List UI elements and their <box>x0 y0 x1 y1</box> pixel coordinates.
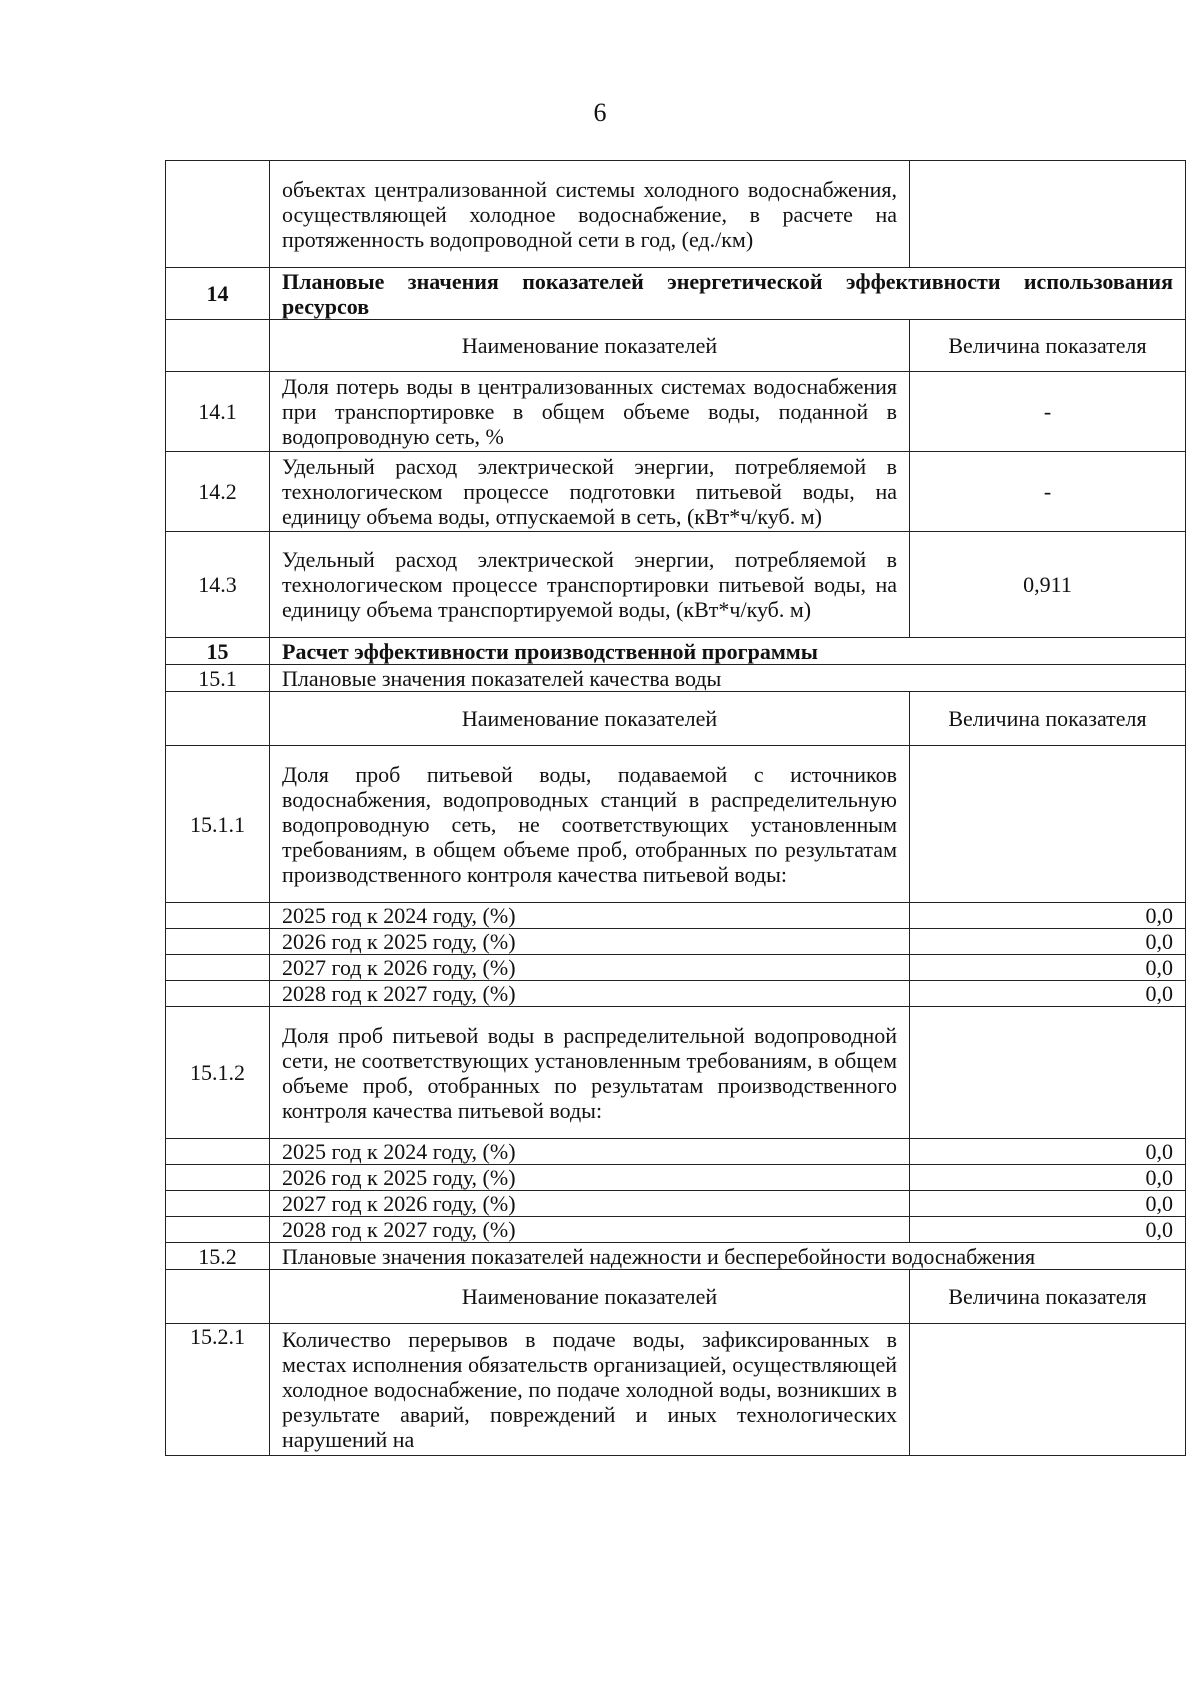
year-value: 0,0 <box>910 955 1186 981</box>
row-text: Удельный расход электрической энергии, потребляемой в технологическом процессе транспортировки питьевой воды, на единицу объема транспортируемой воды, (кВт*ч/куб. м) <box>270 532 910 638</box>
indicators-table <box>165 160 1186 1456</box>
year-value: 0,0 <box>910 903 1186 929</box>
table-row-15-1-2 <box>166 1007 1186 1139</box>
table-row-14-3 <box>166 532 1186 638</box>
year-value: 0,0 <box>910 1165 1186 1191</box>
section-15-1-title: Плановые значения показателей качества воды <box>270 665 1186 692</box>
section-14-title: Плановые значения показателей энергетической эффективности использования ресурсов <box>270 268 1186 320</box>
year-row <box>166 955 1186 981</box>
year-label: 2026 год к 2025 году, (%) <box>270 1165 910 1191</box>
year-label: 2028 год к 2027 году, (%) <box>270 981 910 1007</box>
header-value: Величина показателя <box>910 692 1186 746</box>
year-row <box>166 1217 1186 1243</box>
table-row-15-2-1 <box>166 1324 1186 1456</box>
table-row-15-1-1 <box>166 746 1186 903</box>
value-cell <box>910 746 1186 903</box>
section-15-1-header-row <box>166 692 1186 746</box>
row-number-cell <box>166 161 270 268</box>
year-row <box>166 981 1186 1007</box>
empty-cell <box>166 1165 270 1191</box>
row-number: 15.1.2 <box>166 1007 270 1139</box>
empty-cell <box>166 929 270 955</box>
table-row-continuation <box>166 161 1186 268</box>
year-label: 2027 год к 2026 году, (%) <box>270 955 910 981</box>
header-name: Наименование показателей <box>270 1270 910 1324</box>
section-15-1-row <box>166 665 1186 692</box>
value-cell <box>910 161 1186 268</box>
empty-cell <box>166 955 270 981</box>
row-number: 14.2 <box>166 452 270 532</box>
empty-cell <box>166 981 270 1007</box>
row-text: Доля проб питьевой воды, подаваемой с источников водоснабжения, водопроводных станций в распределительную водопроводную сеть, не соответствующих установленным требованиям, в общем объеме проб, отобранных по результатам производственного контроля качества питьевой воды: <box>270 746 910 903</box>
section-14-number: 14 <box>166 268 270 320</box>
empty-cell <box>166 320 270 372</box>
header-value: Величина показателя <box>910 320 1186 372</box>
year-value: 0,0 <box>910 981 1186 1007</box>
empty-cell <box>166 1217 270 1243</box>
section-15-2-row <box>166 1243 1186 1270</box>
section-15-2-title: Плановые значения показателей надежности и бесперебойности водоснабжения <box>270 1243 1186 1270</box>
row-text: Доля проб питьевой воды в распределительной водопроводной сети, не соответствующих установленным требованиям, в общем объеме проб, отобранных по результатам производственного контроля качества питьевой воды: <box>270 1007 910 1139</box>
section-14-row <box>166 268 1186 320</box>
year-label: 2028 год к 2027 году, (%) <box>270 1217 910 1243</box>
empty-cell <box>166 1191 270 1217</box>
year-label: 2025 год к 2024 году, (%) <box>270 1139 910 1165</box>
empty-cell <box>166 903 270 929</box>
year-row <box>166 1191 1186 1217</box>
year-row <box>166 903 1186 929</box>
header-name: Наименование показателей <box>270 320 910 372</box>
row-value: - <box>910 452 1186 532</box>
year-value: 0,0 <box>910 1191 1186 1217</box>
section-14-header-row <box>166 320 1186 372</box>
row-text: Удельный расход электрической энергии, потребляемой в технологическом процессе подготовки питьевой воды, на единицу объема воды, отпускаемой в сеть, (кВт*ч/куб. м) <box>270 452 910 532</box>
section-15-2-header-row <box>166 1270 1186 1324</box>
value-cell <box>910 1324 1186 1456</box>
row-number: 15.1.1 <box>166 746 270 903</box>
row-value: - <box>910 372 1186 452</box>
section-15-row <box>166 638 1186 665</box>
year-label: 2027 год к 2026 году, (%) <box>270 1191 910 1217</box>
empty-cell <box>166 692 270 746</box>
year-row <box>166 1139 1186 1165</box>
row-value: 0,911 <box>910 532 1186 638</box>
row-number: 14.1 <box>166 372 270 452</box>
table-row-14-1 <box>166 372 1186 452</box>
value-cell <box>910 1007 1186 1139</box>
row-text: Количество перерывов в подаче воды, зафиксированных в местах исполнения обязательств организацией, осуществляющей холодное водоснабжение, по подаче холодной воды, возникших в результате аварий, повреждений и иных технологических нарушений на <box>270 1324 910 1456</box>
year-value: 0,0 <box>910 929 1186 955</box>
year-row <box>166 929 1186 955</box>
section-15-number: 15 <box>166 638 270 665</box>
section-15-title: Расчет эффективности производственной программы <box>270 638 1186 665</box>
section-15-1-number: 15.1 <box>166 665 270 692</box>
year-value: 0,0 <box>910 1217 1186 1243</box>
header-name: Наименование показателей <box>270 692 910 746</box>
year-label: 2026 год к 2025 году, (%) <box>270 929 910 955</box>
year-row <box>166 1165 1186 1191</box>
year-value: 0,0 <box>910 1139 1186 1165</box>
section-15-2-number: 15.2 <box>166 1243 270 1270</box>
row-number: 15.2.1 <box>166 1324 270 1456</box>
row-text: Доля потерь воды в централизованных системах водоснабжения при транспортировке в общем объеме воды, поданной в водопроводную сеть, % <box>270 372 910 452</box>
year-label: 2025 год к 2024 году, (%) <box>270 903 910 929</box>
empty-cell <box>166 1139 270 1165</box>
page-number: 6 <box>593 98 607 127</box>
table-row-14-2 <box>166 452 1186 532</box>
continuation-text: объектах централизованной системы холодного водоснабжения, осуществляющей холодное водоснабжение, в расчете на протяженность водопроводной сети в год, (ед./км) <box>270 161 910 268</box>
header-value: Величина показателя <box>910 1270 1186 1324</box>
empty-cell <box>166 1270 270 1324</box>
row-number: 14.3 <box>166 532 270 638</box>
